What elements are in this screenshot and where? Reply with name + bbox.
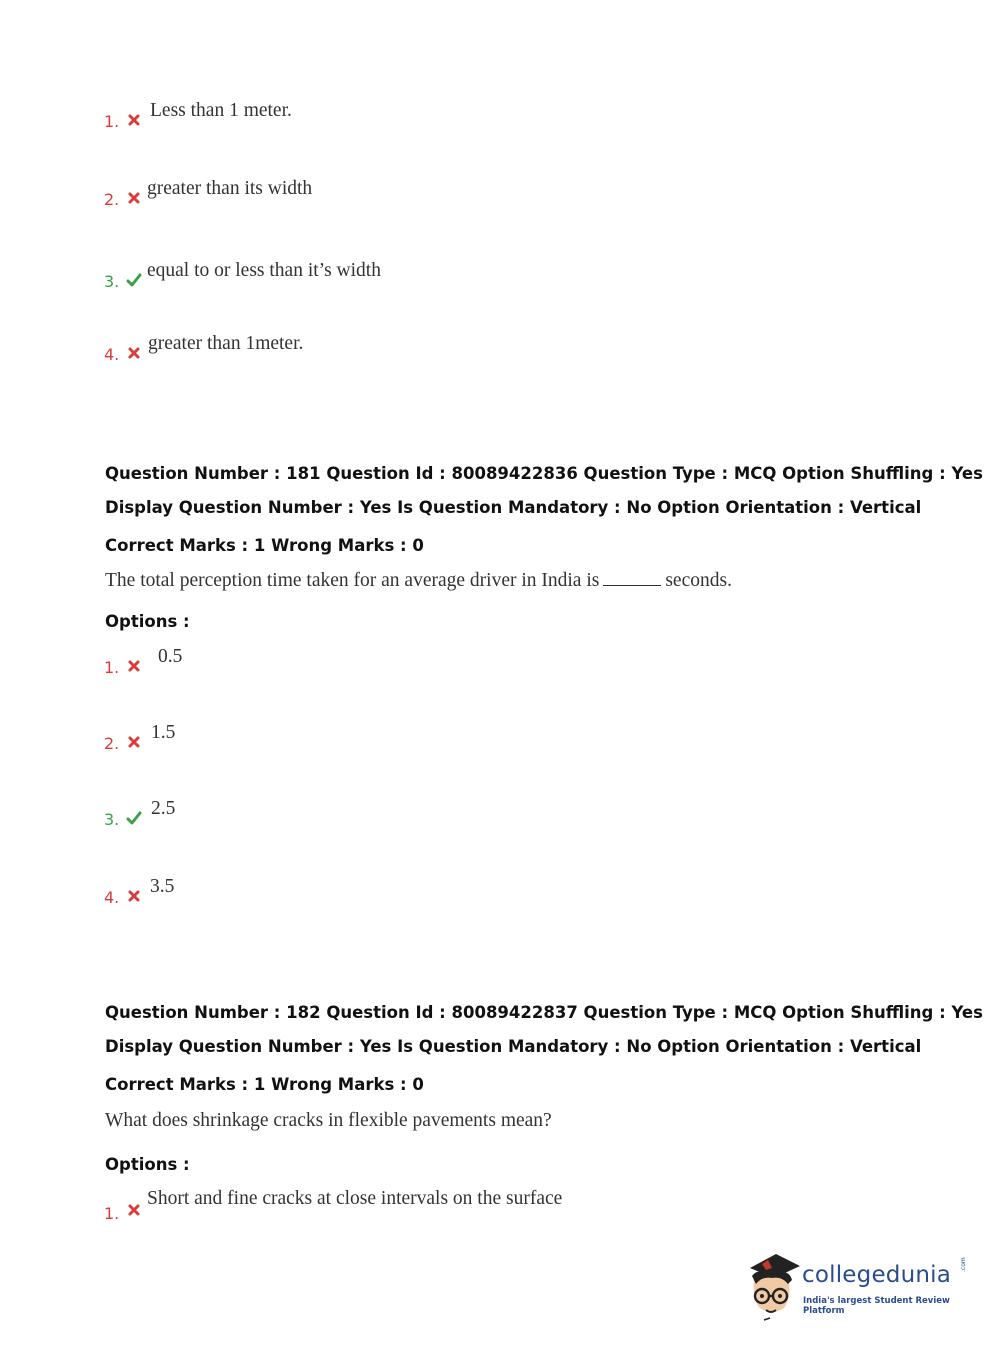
check-icon: [126, 810, 142, 826]
option-number: 2.: [104, 734, 120, 753]
option-number: 4.: [104, 345, 120, 364]
question-marks: Correct Marks : 1 Wrong Marks : 0: [105, 1075, 424, 1094]
option-text: 2.5: [151, 798, 176, 819]
question-text-before: The total perception time taken for an average driver in India is: [105, 570, 600, 591]
option-number: 1.: [104, 1204, 120, 1223]
option-number: 1.: [104, 658, 120, 677]
question-meta-line1: Question Number : 181 Question Id : 80089422836 Question Type : MCQ Option Shuffling : Yes: [105, 464, 983, 483]
mascot-logo-icon: [742, 1250, 804, 1322]
options-label: Options :: [105, 1155, 190, 1174]
collegedunia-logo: [742, 1250, 972, 1322]
option-text: Short and fine cracks at close intervals on the surface: [147, 1188, 563, 1209]
cross-icon: [126, 734, 142, 750]
option-number: 3.: [104, 810, 120, 829]
answer-blank: [603, 571, 661, 586]
question-text: [105, 570, 732, 592]
option-number: 1.: [104, 112, 120, 131]
option-text: greater than 1meter.: [148, 333, 304, 354]
brand-name: collegedunia: [802, 1262, 952, 1288]
cross-icon: [126, 1202, 142, 1218]
question-meta-line1: Question Number : 182 Question Id : 80089422837 Question Type : MCQ Option Shuffling : Yes: [105, 1003, 983, 1022]
option-number: 2.: [104, 190, 120, 209]
option-text: 3.5: [150, 876, 175, 897]
option-number: 4.: [104, 888, 120, 907]
question-text-after: seconds.: [665, 570, 732, 591]
question-meta-line2: Display Question Number : Yes Is Question Mandatory : No Option Orientation : Vertical: [105, 1037, 922, 1056]
option-text: equal to or less than it’s width: [147, 260, 381, 281]
brand-suffix: .com: [960, 1257, 967, 1272]
option-text: Less than 1 meter.: [150, 100, 292, 121]
options-label: Options :: [105, 612, 190, 631]
option-text: 1.5: [151, 722, 176, 743]
check-icon: [126, 272, 142, 288]
cross-icon: [126, 658, 142, 674]
option-number: 3.: [104, 272, 120, 291]
cross-icon: [126, 190, 142, 206]
question-text: What does shrinkage cracks in flexible pavements mean?: [105, 1110, 552, 1131]
cross-icon: [126, 345, 142, 361]
option-text: 0.5: [158, 646, 183, 667]
question-marks: Correct Marks : 1 Wrong Marks : 0: [105, 536, 424, 555]
cross-icon: [126, 112, 142, 128]
question-meta-line2: Display Question Number : Yes Is Question Mandatory : No Option Orientation : Vertical: [105, 498, 922, 517]
option-text: greater than its width: [147, 178, 313, 199]
cross-icon: [126, 888, 142, 904]
brand-tagline: India's largest Student Review Platform: [803, 1296, 950, 1316]
